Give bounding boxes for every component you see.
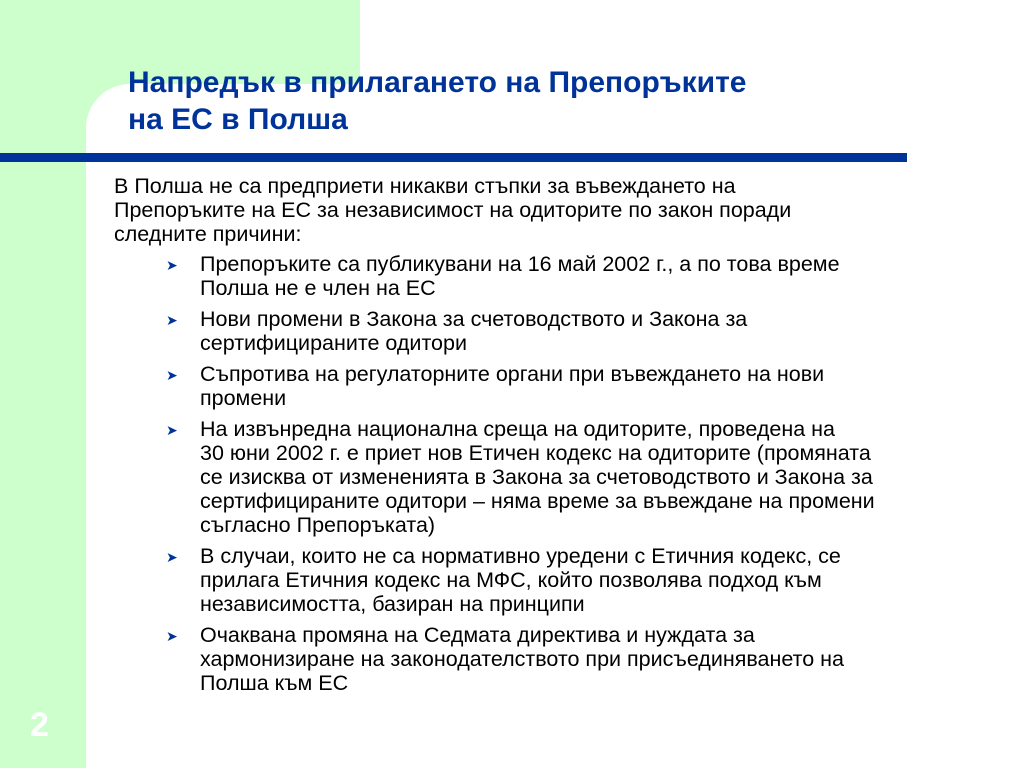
bullet-text: Препоръките са публикувани на 16 май 2002 г., а по това време Полша не е член на ЕС (200, 252, 840, 300)
bullet-item (114, 252, 1014, 300)
bullet-item (114, 362, 1014, 410)
bullet-list (114, 252, 1014, 695)
bullet-text: В случаи, които не са нормативно уредени с Етичния кодекс, се прилага Етичния кодекс на МФС, който позволява подход към независимостта, базиран на принципи (200, 544, 841, 616)
arrow-bullet-icon: ➤ (166, 312, 178, 328)
bullet-item (114, 417, 1014, 537)
arrow-bullet-icon: ➤ (166, 257, 178, 273)
bullet-item (114, 623, 1014, 695)
title-underline-rule (0, 153, 907, 162)
page-number: 2 (30, 706, 49, 744)
slide-title-line-2: на ЕС в Полша (128, 103, 348, 136)
bullet-item (114, 544, 1014, 616)
intro-paragraph: В Полша не са предприети никакви стъпки за въвеждането на Препоръките на ЕС за независимост на одиторите по закон поради следните причини: (114, 174, 792, 246)
arrow-bullet-icon: ➤ (166, 422, 178, 438)
slide-body (114, 174, 1014, 702)
slide-title (128, 64, 968, 138)
bullet-text: На извънредна национална среща на одиторите, проведена на 30 юни 2002 г. е приет нов Етичен кодекс на одиторите (промяната се изисква от измененията в Закона за счетоводството и Закона за сертифицираните одитори – няма време за въвеждане на промени съгласно Препоръката) (200, 417, 875, 537)
arrow-bullet-icon: ➤ (166, 367, 178, 383)
arrow-bullet-icon: ➤ (166, 628, 178, 644)
bullet-text: Съпротива на регулаторните органи при въвеждането на нови промени (200, 362, 825, 410)
bullet-text: Нови промени в Закона за счетоводството и Закона за сертифицираните одитори (200, 307, 748, 355)
arrow-bullet-icon: ➤ (166, 549, 178, 565)
slide-title-line-1: Напредък в прилагането на Препоръките (128, 66, 747, 99)
bullet-item (114, 307, 1014, 355)
bullet-text: Очаквана промяна на Седмата директива и нуждата за хармонизиране на законодателството при присъединяването на Полша към ЕС (200, 623, 844, 695)
